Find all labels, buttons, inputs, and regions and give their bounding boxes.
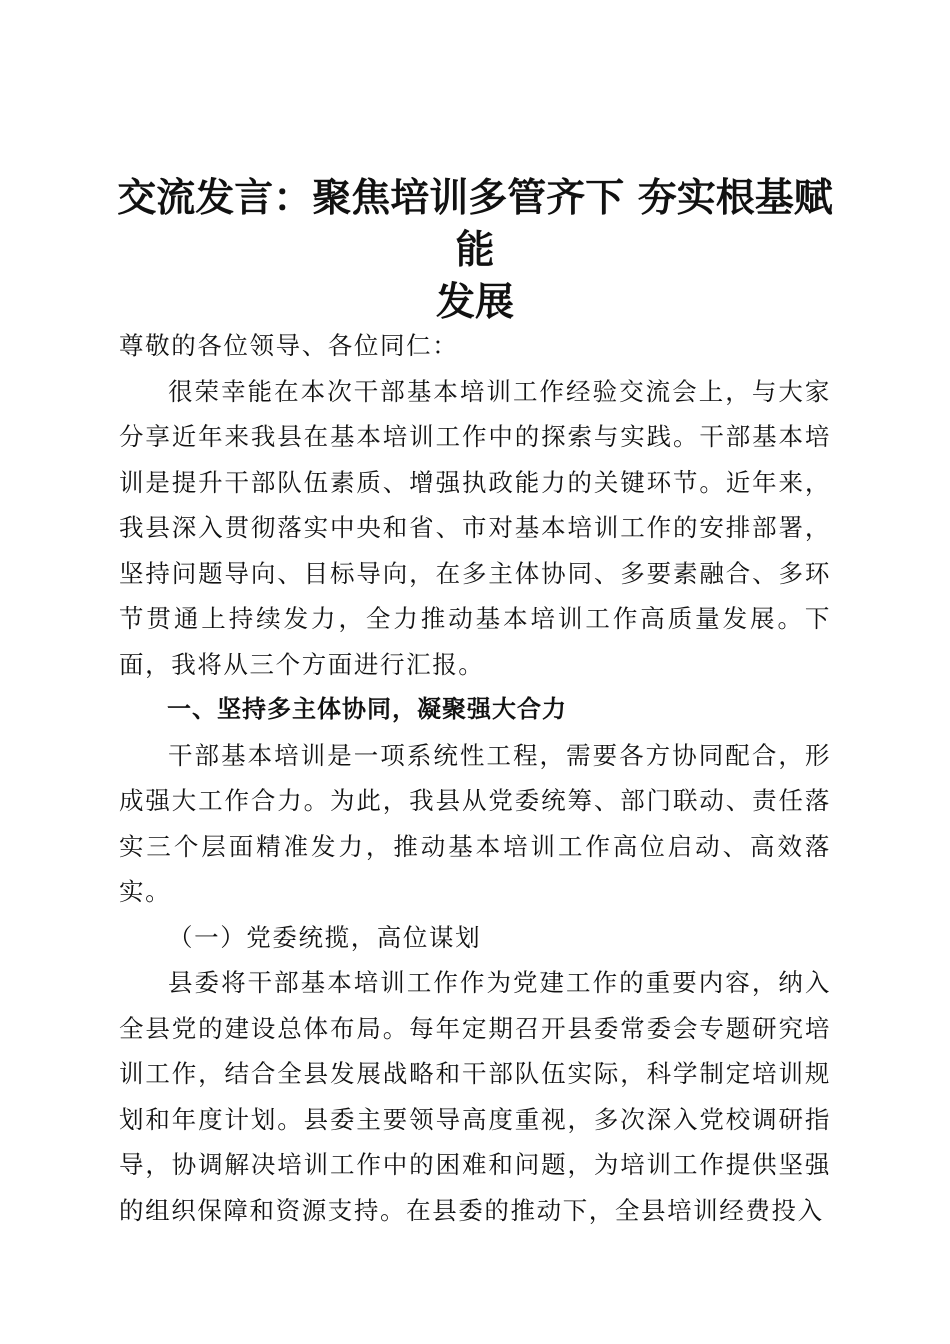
title-line-2: 发展 (435, 279, 514, 325)
document-title (100, 172, 850, 328)
section-heading-1: 一、坚持多主体协同，凝聚强大合力 (167, 695, 567, 723)
intro-paragraph: 很荣幸能在本次干部基本培训工作经验交流会上，与大家分享近年来我县在基本培训工作中的探索与实践。干部基本培训是提升干部队伍素质、增强执政能力的关键环节。近年来，我县深入贯彻落实中央和省、市对基本培训工作的安排部署，坚持问题导向、目标导向，在多主体协同、多要素融合、多环节贯通上持续发力，全力推动基本培训工作高质量发展。下面，我将从三个方面进行汇报。 (119, 376, 831, 679)
subsection-paragraph-1: 县委将干部基本培训工作作为党建工作的重要内容，纳入全县党的建设总体布局。每年定期召开县委常委会专题研究培训工作，结合全县发展战略和干部队伍实际，科学制定培训规划和年度计划。县委主要领导高度重视，多次深入党校调研指导，协调解决培训工作中的困难和问题，为培训工作提供坚强的组织保障和资源支持。在县委的推动下，全县培训经费投入 (119, 968, 831, 1225)
salutation: 尊敬的各位领导、各位同仁： (119, 331, 459, 360)
document-body (119, 323, 831, 1233)
section-paragraph-1: 干部基本培训是一项系统性工程，需要各方协同配合，形成强大工作合力。为此，我县从党委统筹、部门联动、责任落实三个层面精准发力，推动基本培训工作高位启动、高效落实。 (119, 740, 831, 906)
title-line-1: 交流发言：聚焦培训多管齐下 夯实根基赋能 (117, 175, 833, 273)
subsection-heading-1: （一）党委统揽，高位谋划 (168, 922, 482, 952)
